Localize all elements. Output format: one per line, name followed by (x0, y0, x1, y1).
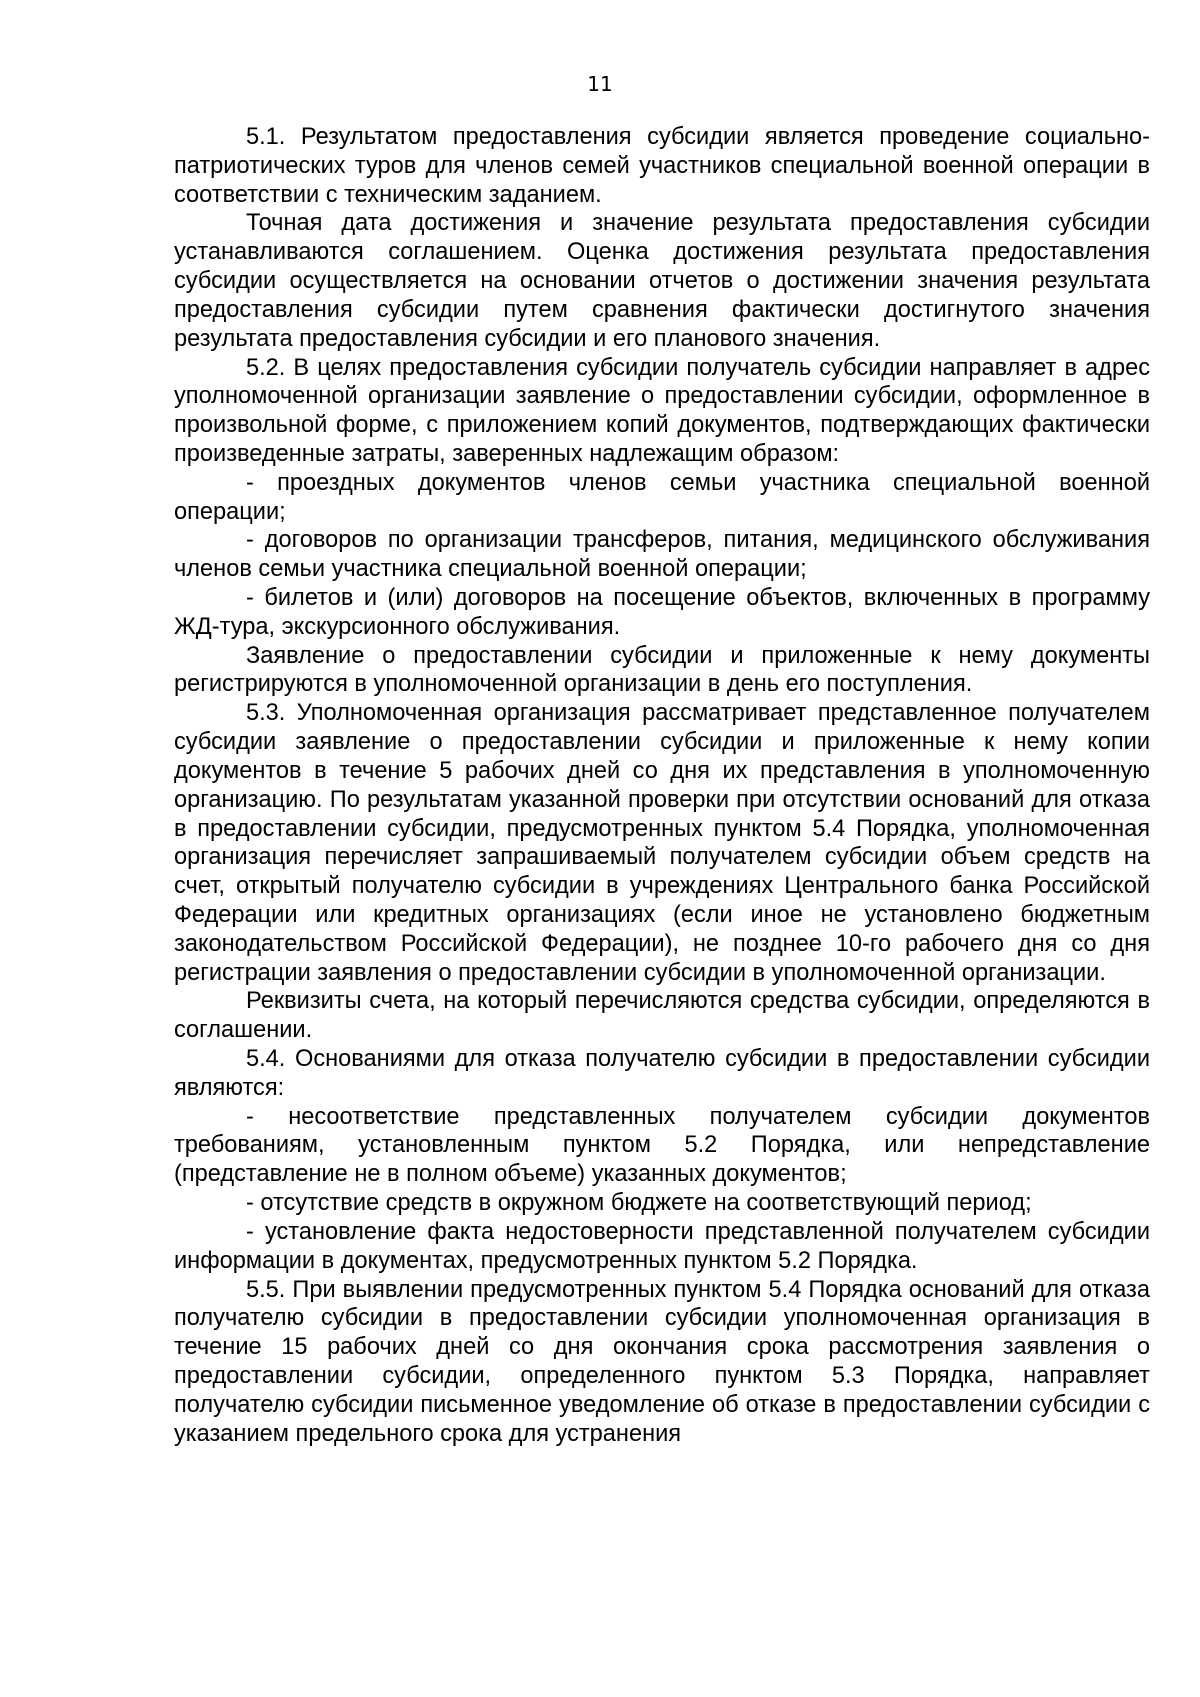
paragraph-5-5: 5.5. При выявлении предусмотренных пунктом 5.4 Порядка оснований для отказа получателю субсидии в предоставлении субсидии уполномоченная организация в течение 15 рабочих дней со дня окончания срока рассмотрения заявления о предоставлении субсидии, определенного пунктом 5.3 Порядка, направляет получателю субсидии письменное уведомление об отказе в предоставлении субсидии с указанием предельного срока для устранения (174, 1276, 1150, 1447)
paragraph-5-2: 5.2. В целях предоставления субсидии получатель субсидии направляет в адрес уполномоченной организации заявление о предоставлении субсидии, оформленное в произвольной форме, с приложением копий документов, подтверждающих фактически произведенные затраты, заверенных надлежащим образом: (174, 354, 1150, 467)
list-item-nonconformity: - несоответствие представленных получателем субсидии документов требованиям, установленным пунктом 5.2 Порядка, или непредставление (представление не в полном объеме) указанных документов; (174, 1103, 1150, 1188)
paragraph-5-4: 5.4. Основаниями для отказа получателю субсидии в предоставлении субсидии являются: (174, 1046, 1150, 1101)
paragraph-registration: Заявление о предоставлении субсидии и приложенные к нему документы регистрируются в уполномоченной организации в день его поступления. (174, 642, 1150, 698)
list-item-contracts: - договоров по организации трансферов, питания, медицинского обслуживания членов семьи участника специальной военной операции; (174, 527, 1150, 583)
document-body (174, 123, 1150, 1448)
paragraph-result-date: Точная дата достижения и значение результата предоставления субсидии устанавливаются соглашением. Оценка достижения результата предоставления субсидии осуществляется на основании отчетов о достижении значения результата предоставления субсидии путем сравнения фактически достигнутого значения результата предоставления субсидии и его планового значения. (174, 210, 1150, 352)
page-number: 11 (587, 72, 613, 96)
list-item-tickets: - билетов и (или) договоров на посещение объектов, включенных в программу ЖД-тура, экскурсионного обслуживания. (174, 585, 1150, 640)
list-item-travel-documents: - проездных документов членов семьи участника специальной военной операции; (174, 469, 1150, 525)
paragraph-account-details: Реквизиты счета, на который перечисляются средства субсидии, определяются в соглашении. (174, 988, 1150, 1044)
list-item-false-information: - установление факта недостоверности представленной получателем субсидии информации в документах, предусмотренных пунктом 5.2 Порядка. (174, 1218, 1150, 1274)
paragraph-5-1: 5.1. Результатом предоставления субсидии является проведение социально-патриотических туров для членов семей участников специальной военной операции в соответствии с техническим заданием. (174, 124, 1150, 208)
list-item-no-funds: - отсутствие средств в окружном бюджете на соответствующий период; (246, 1190, 1032, 1217)
paragraph-5-3: 5.3. Уполномоченная организация рассматривает представленное получателем субсидии заявление о предоставлении субсидии и приложенные к нему копии документов в течение 5 рабочих дней со дня их представления в уполномоченную организацию. По результатам указанной проверки при отсутствии оснований для отказа в предоставлении субсидии, предусмотренных пунктом 5.4 Порядка, уполномоченная организация перечисляет запрашиваемый получателем субсидии объем средств на счет, открытый получателю субсидии в учреждениях Центрального банка Российской Федерации или кредитных организациях (если иное не установлено бюджетным законодательством Российской Федерации), не позднее 10-го рабочего дня со дня регистрации заявления о предоставлении субсидии в уполномоченной организации. (174, 700, 1150, 986)
